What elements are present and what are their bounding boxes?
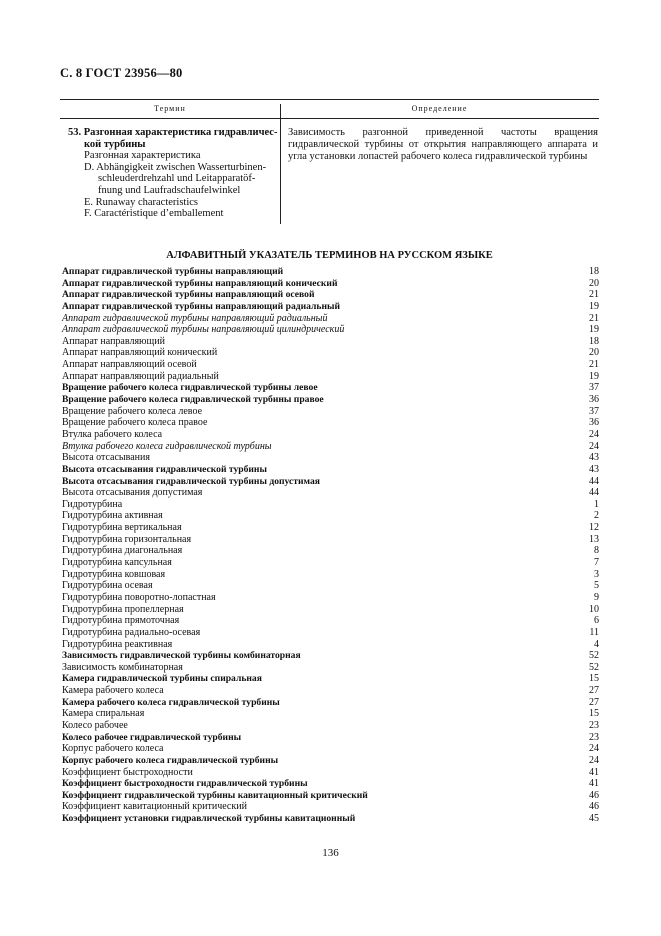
index-term: Аппарат гидравлической турбины направляющий конический: [62, 277, 338, 289]
index-row: [60, 569, 599, 581]
index-row: [60, 778, 599, 790]
index-page-ref: 15: [589, 673, 599, 685]
index-page-ref: 10: [589, 603, 599, 615]
index-term: Коэффициент быстроходности: [62, 766, 193, 778]
term-german: D. Abhängigkeit zwischen Wasserturbinen-: [84, 161, 267, 173]
index-page-ref: 19: [589, 370, 599, 382]
index-row: [60, 441, 599, 453]
index-row: [60, 499, 599, 511]
index-page-ref: 15: [589, 708, 599, 720]
index-term: Гидротурбина активная: [62, 510, 163, 522]
index-term: Камера рабочего колеса гидравлической турбины: [62, 696, 280, 708]
index-term: Гидротурбина: [62, 498, 123, 510]
index-term: Зависимость комбинаторная: [62, 661, 183, 673]
index-row: [60, 580, 599, 592]
index-term: Вращение рабочего колеса правое: [62, 417, 208, 429]
index-page-ref: 18: [589, 335, 599, 347]
index-page-ref: 21: [589, 289, 599, 301]
index-row: [60, 790, 599, 802]
index-page-ref: 27: [589, 696, 599, 708]
index-term: Вращение рабочего колеса левое: [62, 405, 203, 417]
index-term: Камера рабочего колеса: [62, 685, 164, 697]
index-row: [60, 371, 599, 383]
index-row: [60, 732, 599, 744]
index-row: [60, 708, 599, 720]
index-row: [60, 324, 599, 336]
index-page-ref: 21: [589, 312, 599, 324]
index-term: Аппарат гидравлической турбины направляющий радиальный: [62, 300, 341, 312]
index-term: Гидротурбина вертикальная: [62, 522, 182, 534]
index-page-ref: 11: [589, 626, 599, 638]
index-row: [60, 662, 599, 674]
index-term: Коэффициент гидравлической турбины кавитационный критический: [62, 789, 368, 801]
index-page-ref: 24: [589, 440, 599, 452]
index-term: Аппарат направляющий: [62, 335, 165, 347]
index-row: [60, 639, 599, 651]
index-row: [60, 266, 599, 278]
index-row: [60, 476, 599, 488]
index-row: [60, 615, 599, 627]
index-row: [60, 301, 599, 313]
index-row: [60, 650, 599, 662]
index-page-ref: 27: [589, 685, 599, 697]
index-term: Втулка рабочего колеса гидравлической турбины: [62, 440, 272, 452]
index-row: [60, 801, 599, 813]
index-term: Аппарат гидравлической турбины направляющий: [62, 266, 284, 277]
index-page-ref: 46: [589, 789, 599, 801]
term-cell: [68, 127, 276, 220]
index-term: Коэффициент кавитационный критический: [62, 801, 247, 813]
index-page-ref: 52: [589, 661, 599, 673]
index-row: [60, 417, 599, 429]
index-row: [60, 394, 599, 406]
index-term: Гидротурбина пропеллерная: [62, 603, 184, 615]
index-term: Гидротурбина радиально-осевая: [62, 626, 201, 638]
index-page-ref: 5: [594, 580, 599, 592]
index-page-ref: 18: [589, 266, 599, 277]
index-term: Корпус рабочего колеса гидравлической турбины: [62, 754, 279, 766]
index-page-ref: 46: [589, 801, 599, 813]
index-term: Гидротурбина поворотно-лопастная: [62, 591, 216, 603]
index-page-ref: 2: [594, 510, 599, 522]
index-row: [60, 429, 599, 441]
index-row: [60, 336, 599, 348]
index-term: Гидротурбина диагональная: [62, 545, 183, 557]
index-term: Гидротурбина осевая: [62, 580, 153, 592]
index-row: [60, 755, 599, 767]
column-header-definition: Определение: [411, 104, 468, 113]
index-page-ref: 19: [589, 300, 599, 312]
index-row: [60, 534, 599, 546]
index-row: [60, 278, 599, 290]
index-row: [60, 767, 599, 779]
index-page-ref: 44: [589, 487, 599, 499]
index-row: [60, 289, 599, 301]
index-page-ref: 44: [589, 475, 599, 487]
index-page-ref: 23: [589, 719, 599, 731]
index-page-ref: 24: [589, 754, 599, 766]
index-page-ref: 21: [589, 359, 599, 371]
index-page-ref: 43: [589, 463, 599, 475]
index-page-ref: 36: [589, 417, 599, 429]
term-french: F. Caractéristique d’emballement: [84, 208, 224, 220]
index-page-ref: 37: [589, 405, 599, 417]
table-column-divider: [280, 104, 281, 224]
index-row: [60, 685, 599, 697]
index-term: Высота отсасывания допустимая: [62, 487, 203, 499]
index-list: [60, 266, 599, 825]
index-page-ref: 43: [589, 452, 599, 464]
index-term: Корпус рабочего колеса: [62, 743, 164, 755]
index-term: Высота отсасывания гидравлической турбины: [62, 463, 267, 475]
index-term: Втулка рабочего колеса: [62, 428, 163, 440]
index-page-ref: 41: [589, 766, 599, 778]
index-row: [60, 813, 599, 825]
index-term: Камера гидравлической турбины спиральная: [62, 673, 262, 685]
index-row: [60, 406, 599, 418]
index-term: Вращение рабочего колеса гидравлической турбины правое: [62, 394, 324, 406]
term-line-1: 53. Разгонная характеристика гидравличес-: [68, 127, 278, 138]
index-row: [60, 557, 599, 569]
index-term: Вращение рабочего колеса гидравлической турбины левое: [62, 382, 318, 394]
index-term: Гидротурбина реактивная: [62, 638, 173, 650]
index-term: Аппарат гидравлической турбины направляющий осевой: [62, 289, 315, 301]
index-page-ref: 20: [589, 347, 599, 359]
page-number: 136: [322, 847, 339, 859]
index-term: Гидротурбина горизонтальная: [62, 533, 192, 545]
index-page-ref: 23: [589, 731, 599, 743]
index-page-ref: 36: [589, 394, 599, 406]
index-page-ref: 9: [594, 591, 599, 603]
index-row: [60, 464, 599, 476]
index-row: [60, 604, 599, 616]
page-header: С. 8 ГОСТ 23956—80: [60, 66, 183, 80]
index-row: [60, 522, 599, 534]
index-row: [60, 720, 599, 732]
index-term: Коэффициент установки гидравлической турбины кавитационный: [62, 813, 356, 825]
index-term: Гидротурбина прямоточная: [62, 615, 180, 627]
column-header-term: Термин: [154, 104, 186, 113]
index-term: Камера спиральная: [62, 708, 145, 720]
index-term: Аппарат гидравлической турбины направляющий цилиндрический: [62, 324, 345, 336]
index-row: [60, 743, 599, 755]
index-row: [60, 487, 599, 499]
term-english: E. Runaway characteristics: [84, 196, 198, 208]
index-term: Зависимость гидравлической турбины комбинаторная: [62, 650, 301, 662]
index-page-ref: 45: [589, 813, 599, 825]
index-row: [60, 382, 599, 394]
index-term: Гидротурбина ковшовая: [62, 568, 166, 580]
index-term: Аппарат направляющий конический: [62, 347, 218, 359]
index-page-ref: 19: [589, 324, 599, 336]
index-row: [60, 510, 599, 522]
term-german-cont-1: schleuderdrehzahl und Leitapparatöf-: [98, 173, 256, 185]
index-title: АЛФАВИТНЫЙ УКАЗАТЕЛЬ ТЕРМИНОВ НА РУССКОМ ЯЗЫКЕ: [166, 250, 493, 261]
index-term: Аппарат направляющий осевой: [62, 359, 197, 371]
index-row: [60, 545, 599, 557]
index-page-ref: 7: [594, 557, 599, 569]
index-page-ref: 6: [594, 615, 599, 627]
index-page-ref: 24: [589, 428, 599, 440]
index-page-ref: 1: [594, 498, 599, 510]
index-page-ref: 12: [589, 522, 599, 534]
index-page-ref: 24: [589, 743, 599, 755]
index-row: [60, 347, 599, 359]
index-page-ref: 8: [594, 545, 599, 557]
index-term: Колесо рабочее гидравлической турбины: [62, 731, 242, 743]
index-term: Аппарат гидравлической турбины направляющий радиальный: [62, 312, 328, 324]
index-term: Колесо рабочее: [62, 719, 128, 731]
index-row: [60, 592, 599, 604]
index-row: [60, 697, 599, 709]
index-term: Высота отсасывания гидравлической турбины допустимая: [62, 475, 320, 487]
index-page-ref: 3: [594, 568, 599, 580]
index-page-ref: 41: [589, 778, 599, 790]
index-page-ref: 4: [594, 638, 599, 650]
index-page-ref: 13: [589, 533, 599, 545]
index-row: [60, 313, 599, 325]
definition-cell: Зависимость разгонной приведенной частоты вращения гидравлической турбины от открытия направляющего аппарата и угла установки лопастей рабочего колеса гидравлической турбины: [288, 127, 598, 162]
index-page-ref: 37: [589, 382, 599, 394]
index-row: [60, 627, 599, 639]
table-top-rule: [60, 99, 599, 100]
term-line-2: кой турбины: [84, 138, 146, 150]
term-synonym: Разгонная характеристика: [84, 150, 201, 162]
index-page-ref: 52: [589, 650, 599, 662]
index-row: [60, 452, 599, 464]
index-term: Высота отсасывания: [62, 452, 150, 464]
index-term: Гидротурбина капсульная: [62, 557, 172, 569]
index-term: Аппарат направляющий радиальный: [62, 370, 219, 382]
index-row: [60, 673, 599, 685]
index-row: [60, 359, 599, 371]
table-header-rule: [60, 118, 599, 119]
index-term: Коэффициент быстроходности гидравлической турбины: [62, 778, 308, 790]
index-page-ref: 20: [589, 277, 599, 289]
term-german-cont-2: fnung und Laufradschaufelwinkel: [98, 184, 241, 196]
